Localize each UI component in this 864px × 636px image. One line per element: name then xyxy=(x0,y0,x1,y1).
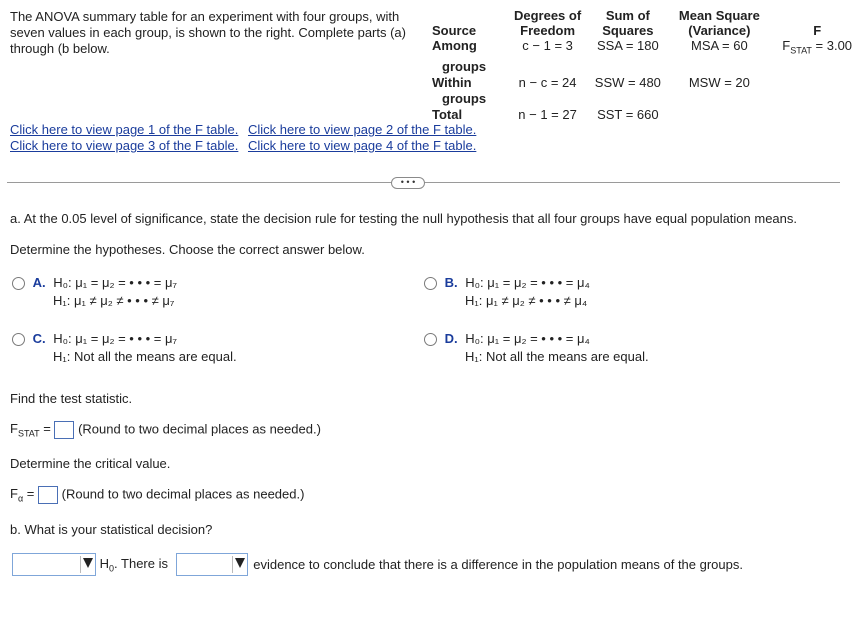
option-letter: C. xyxy=(32,331,46,346)
falpha-input[interactable] xyxy=(38,486,58,504)
table-row-total xyxy=(428,107,864,123)
header-f: F xyxy=(813,23,822,38)
cell-df: n − c = 24 xyxy=(518,74,577,90)
option-b[interactable] xyxy=(424,274,590,310)
part-b-question: b. What is your statistical decision? xyxy=(10,522,213,537)
f-table-link-page-2[interactable]: Click here to view page 2 of the F table. xyxy=(247,122,477,137)
round-hint: (Round to two decimal places as needed.) xyxy=(78,421,321,437)
option-letter: B. xyxy=(444,275,458,290)
evidence-select[interactable] xyxy=(176,553,248,576)
reject-select[interactable] xyxy=(12,553,96,576)
row-label: Total xyxy=(432,106,463,122)
fstat-answer-row xyxy=(10,421,321,439)
row-label-cont: groups xyxy=(442,90,487,106)
radio-option-c[interactable] xyxy=(12,333,25,346)
option-h0: H₀: μ₁ = μ₂ = • • • = μ₇ xyxy=(53,275,177,290)
row-label: Within xyxy=(432,74,472,90)
table-row-within-cont xyxy=(428,91,864,107)
fstat-input[interactable] xyxy=(54,421,74,439)
option-h1: H₁: Not all the means are equal. xyxy=(53,349,237,364)
cell-fstat: $F_{STAT} = 3.00$ xyxy=(782,38,853,56)
radio-option-a[interactable] xyxy=(12,277,25,290)
hypotheses-prompt: Determine the hypotheses. Choose the correct answer below. xyxy=(10,242,365,257)
decision-row xyxy=(12,553,852,576)
cell-ss: SSW = 480 xyxy=(594,74,661,90)
radio-option-d[interactable] xyxy=(424,333,437,346)
chevron-down-icon xyxy=(83,558,93,568)
problem-intro: The ANOVA summary table for an experiment with four groups, with seven values in each group, is shown to the right. Complete parts (a) through (b below. xyxy=(10,9,406,56)
option-letter: A. xyxy=(32,275,46,290)
header-ms: Mean Square (Variance) xyxy=(678,8,760,38)
fstat-label: $F_{STAT}$ = xyxy=(10,421,51,440)
option-letter: D. xyxy=(444,331,458,346)
row-label-cont: groups xyxy=(442,58,487,74)
f-table-links xyxy=(10,122,482,154)
f-table-link-page-3[interactable]: Click here to view page 3 of the F table. xyxy=(10,138,239,153)
expand-button[interactable]: • • • xyxy=(391,177,425,189)
option-h0: H₀: μ₁ = μ₂ = • • • = μ₇ xyxy=(53,331,177,346)
cell-df: n − 1 = 27 xyxy=(518,106,577,122)
radio-option-b[interactable] xyxy=(424,277,437,290)
cell-ms: MSW = 20 xyxy=(688,74,750,90)
falpha-answer-row xyxy=(10,486,304,504)
test-stat-prompt: Find the test statistic. xyxy=(10,391,133,406)
cell-ss: SSA = 180 xyxy=(596,38,659,53)
table-row-among xyxy=(428,38,864,59)
cell-ms: MSA = 60 xyxy=(690,38,748,53)
table-row-among-cont xyxy=(428,59,864,75)
option-d[interactable] xyxy=(424,330,649,366)
f-table-link-page-4[interactable]: Click here to view page 4 of the F table. xyxy=(247,138,477,153)
part-a-question: a. At the 0.05 level of significance, state the decision rule for testing the null hypothesis that all four groups have equal population means. xyxy=(10,211,797,226)
table-header-row xyxy=(428,8,864,38)
option-h1: H₁: μ₁ ≠ μ₂ ≠ • • • ≠ μ₇ xyxy=(53,293,175,308)
option-h1: H₁: μ₁ ≠ μ₂ ≠ • • • ≠ μ₄ xyxy=(465,293,588,308)
option-c[interactable] xyxy=(12,330,237,366)
option-h1: H₁: Not all the means are equal. xyxy=(465,349,649,364)
header-df: Degrees of Freedom xyxy=(513,8,582,38)
option-h0: H₀: μ₁ = μ₂ = • • • = μ₄ xyxy=(465,275,590,290)
chevron-down-icon xyxy=(235,558,245,568)
anova-summary-table xyxy=(428,8,864,123)
f-table-link-page-1[interactable]: Click here to view page 1 of the F table. xyxy=(10,122,239,137)
falpha-label: $F_\alpha$ = xyxy=(10,486,35,505)
cell-ss: SST = 660 xyxy=(597,106,659,122)
critical-value-prompt: Determine the critical value. xyxy=(10,456,171,471)
table-row-within xyxy=(428,75,864,91)
header-source: Source xyxy=(432,23,477,38)
cell-df: c − 1 = 3 xyxy=(522,38,573,53)
option-a[interactable] xyxy=(12,274,177,310)
h0-text: $H_0$. There is xyxy=(99,555,168,574)
decision-tail-text: evidence to conclude that there is a difference in the population means of the groups. xyxy=(253,557,743,572)
round-hint: (Round to two decimal places as needed.) xyxy=(61,486,305,502)
header-ss: Sum of Squares xyxy=(602,8,654,38)
row-label: Among xyxy=(432,38,477,53)
option-h0: H₀: μ₁ = μ₂ = • • • = μ₄ xyxy=(465,331,590,346)
